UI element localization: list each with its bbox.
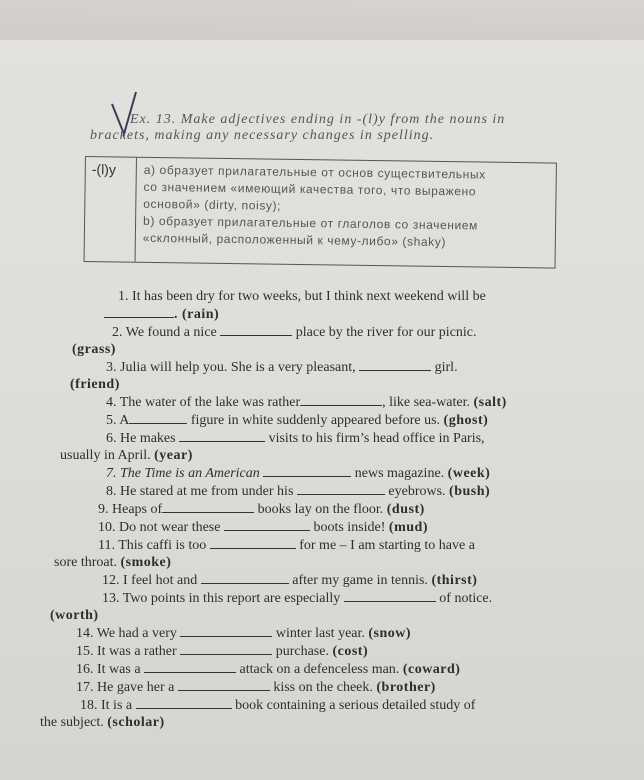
exercise-item-14: 14. We had a very winter last year. (snow) [76, 626, 412, 641]
exercise-heading [90, 112, 590, 144]
rule-suffix-cell [85, 157, 137, 262]
exercise-item-6: 6. He makes visits to his firm’s head office in Paris, usually in April. (year) [60, 431, 485, 463]
exercise-item-9: 9. Heaps of books lay on the floor. (dust) [98, 502, 425, 517]
exercise-item-16: 16. It was a attack on a defenceless man. (coward) [76, 662, 461, 677]
rule-line: со значением «имеющий качества того, что выражено [143, 179, 477, 199]
exercise-item-5: 5. A figure in white suddenly appeared before us. (ghost) [106, 413, 489, 428]
exercise-item-10: 10. Do not wear these boots inside! (mud) [98, 520, 428, 535]
exercise-item-8: 8. He stared at me from under his eyebrows. (bush) [106, 484, 491, 499]
exercise-item-13: 13. Two points in this report are especially of notice. (worth) [50, 591, 493, 623]
rule-description [143, 162, 554, 253]
exercise-heading-line1: Ex. 13. Make adjectives ending in -(l)y from the nouns in [130, 112, 506, 127]
exercise-heading-line2: brackets, making any necessary changes in spelling. [90, 128, 435, 143]
rule-line: b) образует прилагательные от глаголов со значением [143, 213, 479, 233]
exercise-item-2: 2. We found a nice place by the river for our picnic. (grass) [72, 325, 477, 357]
exercise-list [40, 288, 600, 731]
exercise-item-4: 4. The water of the lake was rather , like sea-water. (salt) [106, 395, 507, 410]
exercise-item-17: 17. He gave her a kiss on the cheek. (brother) [76, 680, 436, 695]
exercise-item-11: 11. This caffi is too for me – I am starting to have a sore throat. (smoke) [54, 538, 475, 570]
exercise-item-7: 7. The Time is an American news magazine. (week) [106, 466, 491, 481]
exercise-item-3: 3. Julia will help you. She is a very pleasant, girl. (friend) [70, 360, 458, 392]
exercise-item-15: 15. It was a rather purchase. (cost) [76, 644, 369, 659]
rule-table [84, 156, 557, 269]
rule-line: а) образует прилагательные от основ существительных [143, 162, 486, 182]
rule-line: основой» (dirty, noisy); [143, 196, 282, 213]
exercise-item-1: 1. It has been dry for two weeks, but I think next weekend will be . (rain) [118, 288, 600, 323]
rule-line: «склонный, расположенный к чему-либо» (shaky) [142, 230, 447, 250]
exercise-item-12: 12. I feel hot and after my game in tennis. (thirst) [102, 573, 478, 588]
exercise-item-18: 18. It is a book containing a serious detailed study of the subject. (scholar) [40, 698, 476, 730]
rule-suffix: -(l)y [91, 161, 117, 178]
